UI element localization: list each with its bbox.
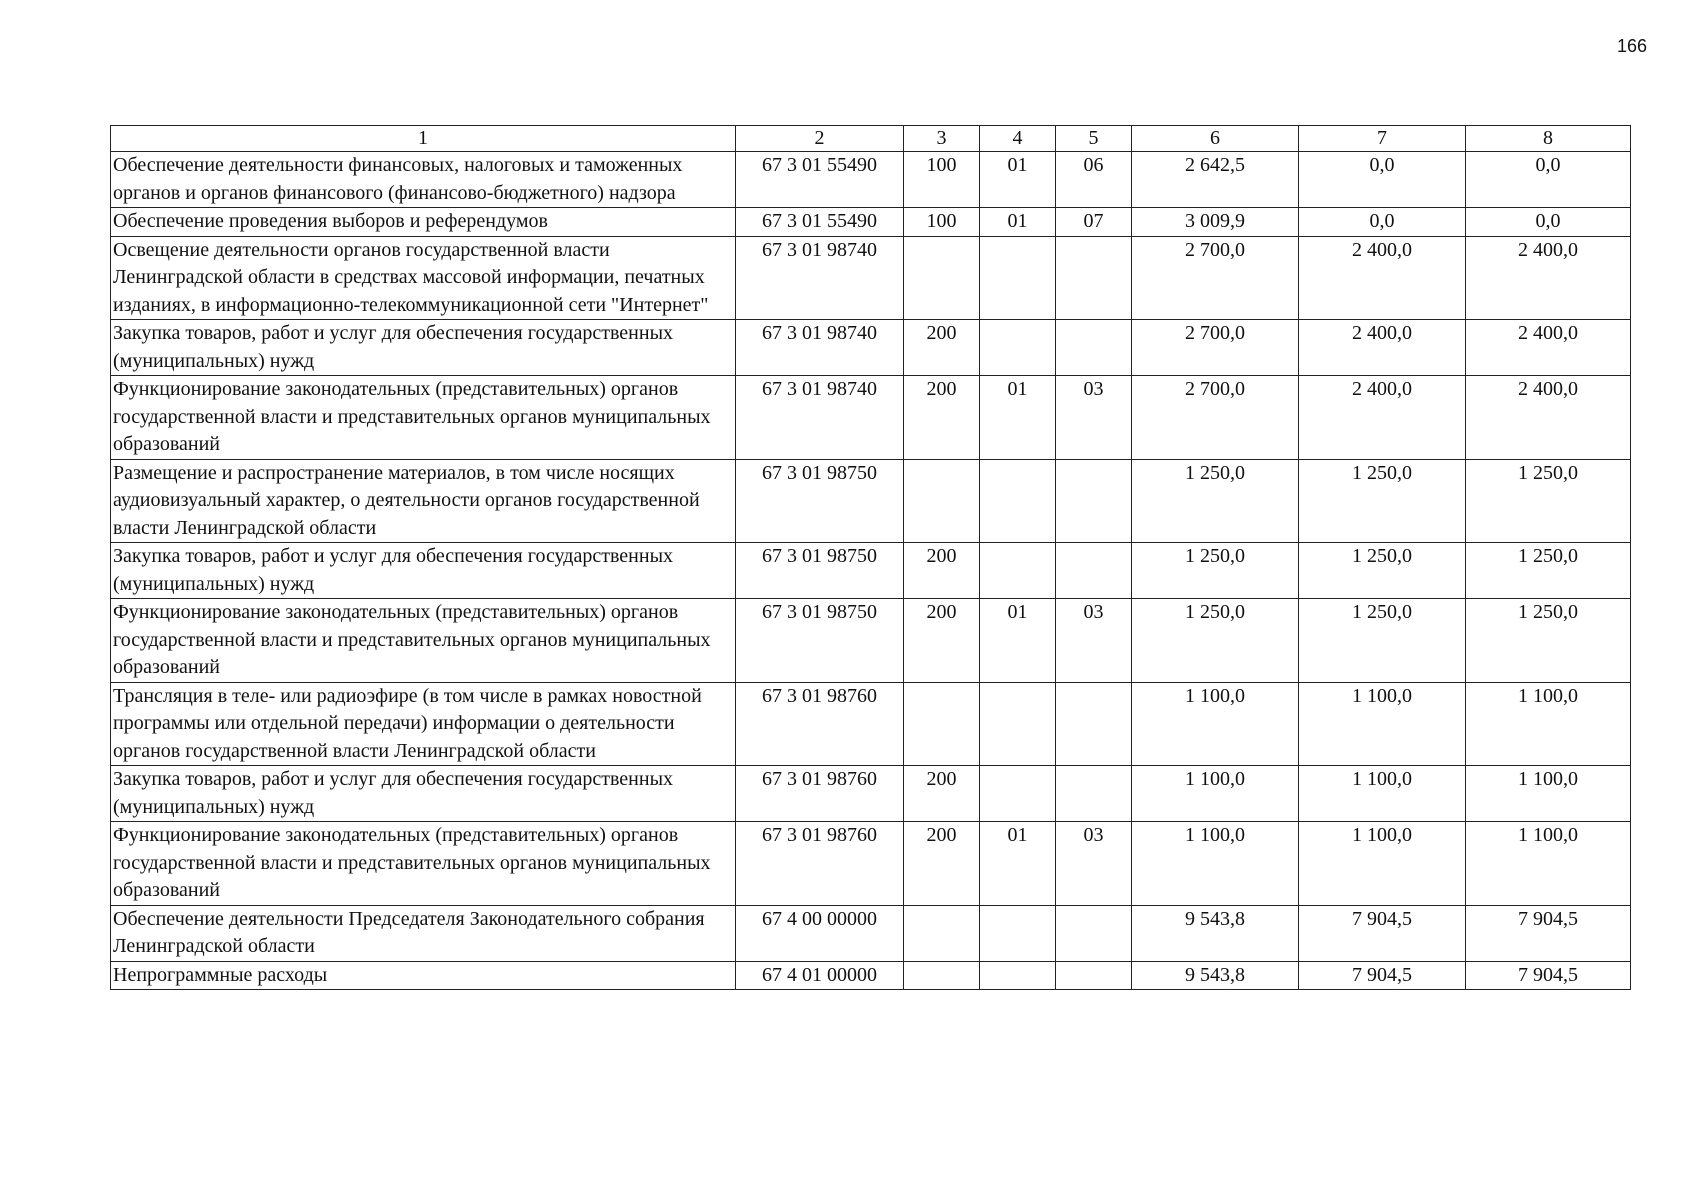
cell-subsection [1056,961,1132,990]
table-row [111,682,1631,766]
cell-expense-type: 200 [904,376,980,460]
cell-amount-col6: 1 250,0 [1132,459,1299,543]
cell-subsection [1056,459,1132,543]
cell-subsection [1056,766,1132,822]
cell-amount-col6: 3 009,9 [1132,208,1299,237]
cell-subsection: 03 [1056,599,1132,683]
table-row [111,961,1631,990]
cell-expense-type [904,236,980,320]
cell-target-code: 67 3 01 55490 [736,208,904,237]
cell-amount-col6: 1 100,0 [1132,822,1299,906]
cell-target-code: 67 3 01 55490 [736,152,904,208]
cell-section [980,543,1056,599]
cell-subsection: 06 [1056,152,1132,208]
cell-amount-col7: 1 250,0 [1299,599,1466,683]
cell-amount-col7: 1 100,0 [1299,766,1466,822]
cell-amount-col6: 2 700,0 [1132,236,1299,320]
cell-section [980,961,1056,990]
table-row [111,905,1631,961]
cell-amount-col8: 0,0 [1466,208,1631,237]
cell-section [980,682,1056,766]
cell-subsection [1056,905,1132,961]
cell-amount-col7: 2 400,0 [1299,236,1466,320]
cell-amount-col6: 9 543,8 [1132,905,1299,961]
cell-amount-col7: 0,0 [1299,152,1466,208]
cell-expense-type [904,905,980,961]
cell-amount-col6: 9 543,8 [1132,961,1299,990]
cell-amount-col8: 1 100,0 [1466,682,1631,766]
cell-section [980,766,1056,822]
cell-section: 01 [980,599,1056,683]
page-number: 166 [1616,36,1647,56]
column-header: 5 [1056,126,1132,152]
cell-target-code: 67 3 01 98760 [736,682,904,766]
cell-amount-col8: 1 250,0 [1466,459,1631,543]
cell-target-code: 67 3 01 98740 [736,376,904,460]
column-header: 2 [736,126,904,152]
cell-amount-col7: 7 904,5 [1299,961,1466,990]
cell-name: Закупка товаров, работ и услуг для обеспечения государственных (муниципальных) нужд [111,543,736,599]
cell-amount-col7: 1 100,0 [1299,682,1466,766]
table-row [111,766,1631,822]
cell-subsection [1056,236,1132,320]
cell-amount-col8: 1 100,0 [1466,766,1631,822]
cell-subsection: 07 [1056,208,1132,237]
cell-target-code: 67 3 01 98760 [736,766,904,822]
cell-amount-col8: 0,0 [1466,152,1631,208]
cell-subsection [1056,543,1132,599]
cell-amount-col7: 1 250,0 [1299,459,1466,543]
table-row [111,599,1631,683]
budget-table [110,125,1631,990]
cell-name: Функционирование законодательных (представительных) органов государственной власти и представительных органов муниципальных образований [111,822,736,906]
cell-section: 01 [980,822,1056,906]
cell-amount-col8: 1 250,0 [1466,599,1631,683]
cell-subsection: 03 [1056,822,1132,906]
cell-expense-type [904,682,980,766]
table-row [111,236,1631,320]
cell-expense-type: 200 [904,766,980,822]
cell-amount-col7: 2 400,0 [1299,376,1466,460]
cell-amount-col6: 2 700,0 [1132,320,1299,376]
cell-target-code: 67 3 01 98740 [736,320,904,376]
table-row [111,320,1631,376]
cell-target-code: 67 4 00 00000 [736,905,904,961]
table-row [111,152,1631,208]
cell-name: Функционирование законодательных (представительных) органов государственной власти и представительных органов муниципальных образований [111,376,736,460]
cell-name: Функционирование законодательных (представительных) органов государственной власти и представительных органов муниципальных образований [111,599,736,683]
cell-target-code: 67 3 01 98750 [736,459,904,543]
header-row [111,126,1631,152]
cell-amount-col8: 2 400,0 [1466,320,1631,376]
cell-amount-col6: 1 100,0 [1132,682,1299,766]
column-header: 1 [111,126,736,152]
cell-amount-col6: 1 250,0 [1132,599,1299,683]
cell-amount-col8: 2 400,0 [1466,236,1631,320]
cell-amount-col7: 1 250,0 [1299,543,1466,599]
cell-amount-col8: 7 904,5 [1466,961,1631,990]
cell-section: 01 [980,152,1056,208]
cell-section: 01 [980,208,1056,237]
cell-amount-col7: 2 400,0 [1299,320,1466,376]
cell-target-code: 67 3 01 98740 [736,236,904,320]
cell-expense-type: 200 [904,599,980,683]
cell-amount-col7: 0,0 [1299,208,1466,237]
cell-amount-col8: 7 904,5 [1466,905,1631,961]
cell-expense-type: 100 [904,208,980,237]
cell-amount-col8: 1 250,0 [1466,543,1631,599]
cell-name: Обеспечение деятельности финансовых, налоговых и таможенных органов и органов финансового (финансово-бюджетного) надзора [111,152,736,208]
table-row [111,822,1631,906]
cell-amount-col7: 1 100,0 [1299,822,1466,906]
cell-section [980,459,1056,543]
cell-section [980,905,1056,961]
cell-amount-col6: 2 700,0 [1132,376,1299,460]
column-header: 3 [904,126,980,152]
cell-target-code: 67 3 01 98750 [736,543,904,599]
table-row [111,459,1631,543]
column-header: 4 [980,126,1056,152]
cell-expense-type [904,961,980,990]
cell-name: Обеспечение деятельности Председателя Законодательного собрания Ленинградской области [111,905,736,961]
cell-name: Закупка товаров, работ и услуг для обеспечения государственных (муниципальных) нужд [111,766,736,822]
cell-name: Размещение и распространение материалов, в том числе носящих аудиовизуальный характер, о деятельности органов государственной власти Ленинградской области [111,459,736,543]
column-header: 7 [1299,126,1466,152]
table-body [111,152,1631,990]
cell-target-code: 67 3 01 98750 [736,599,904,683]
cell-name: Непрограммные расходы [111,961,736,990]
cell-expense-type: 200 [904,320,980,376]
cell-expense-type [904,459,980,543]
cell-subsection [1056,320,1132,376]
table-row [111,376,1631,460]
cell-amount-col6: 1 100,0 [1132,766,1299,822]
column-header: 8 [1466,126,1631,152]
cell-amount-col8: 1 100,0 [1466,822,1631,906]
cell-target-code: 67 3 01 98760 [736,822,904,906]
cell-amount-col6: 1 250,0 [1132,543,1299,599]
cell-expense-type: 200 [904,543,980,599]
cell-amount-col6: 2 642,5 [1132,152,1299,208]
cell-subsection: 03 [1056,376,1132,460]
cell-name: Трансляция в теле- или радиоэфире (в том числе в рамках новостной программы или отдельной передачи) информации о деятельности органов государственной власти Ленинградской области [111,682,736,766]
cell-section [980,320,1056,376]
table-row [111,543,1631,599]
cell-name: Обеспечение проведения выборов и референдумов [111,208,736,237]
table-row [111,208,1631,237]
cell-target-code: 67 4 01 00000 [736,961,904,990]
cell-section: 01 [980,376,1056,460]
cell-section [980,236,1056,320]
cell-subsection [1056,682,1132,766]
cell-expense-type: 200 [904,822,980,906]
cell-amount-col7: 7 904,5 [1299,905,1466,961]
cell-name: Освещение деятельности органов государственной власти Ленинградской области в средствах массовой информации, печатных изданиях, в информационно-телекоммуникационной сети "Интернет" [111,236,736,320]
cell-amount-col8: 2 400,0 [1466,376,1631,460]
cell-name: Закупка товаров, работ и услуг для обеспечения государственных (муниципальных) нужд [111,320,736,376]
cell-expense-type: 100 [904,152,980,208]
column-header: 6 [1132,126,1299,152]
